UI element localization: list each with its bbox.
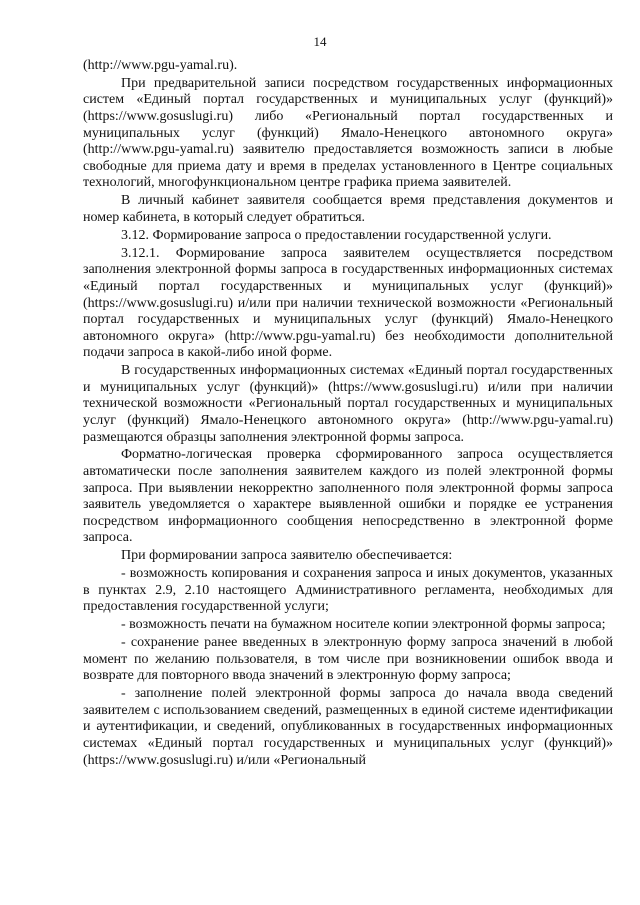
paragraph-url-continuation: (http://www.pgu-yamal.ru).: [83, 58, 238, 73]
list-item-copy-save: - возможность копирования и сохранения запроса и иных документов, указанных в пунктах 2.9, 2.10 настоящего Административного регламента, необходимых для предоставления государственной услуги;: [83, 566, 613, 615]
list-item-autofill: - заполнение полей электронной формы запроса до начала ввода сведений заявителем с использованием сведений, размещенных в единой системе идентификации и аутентификации, и сведений, опубликованных в государственных информационных системах «Единый портал государственных и муниципальных услуг (функций)» (https://www.gosuslugi.ru) и/или «Региональный: [83, 686, 613, 768]
paragraph-personal-account-notice: В личный кабинет заявителя сообщается время представления документов и номер кабинета, в который следует обратиться.: [83, 193, 613, 225]
paragraph-form-samples: В государственных информационных системах «Единый портал государственных и муниципальных услуг (функций)» (https://www.gosuslugi.ru) и/или при наличии технической возможности «Региональный портал государственных и муниципальных услуг (функций) Ямало-Ненецкого автономного округа» (http://www.pgu-yamal.ru) размещаются образцы заполнения электронной формы запроса.: [83, 363, 613, 445]
section-heading-3-12: 3.12. Формирование запроса о предоставлении государственной услуги.: [121, 227, 552, 243]
paragraph-3-12-1: 3.12.1. Формирование запроса заявителем осуществляется посредством заполнения электронной формы запроса в государственных информационных системах «Единый портал государственных и муниципальных услуг (функций)» (https://www.gosuslugi.ru) и/или при наличии технической возможности «Региональный портал государственных и муниципальных услуг (функций) Ямало-Ненецкого автономного округа» (http://www.pgu-yamal.ru) без необходимости дополнительной подачи запроса в какой-либо иной форме.: [83, 245, 613, 361]
paragraph-provisions-intro: При формировании запроса заявителю обеспечивается:: [121, 548, 453, 564]
paragraph-preliminary-appointment: При предварительной записи посредством государственных информационных систем «Единый портал государственных и муниципальных услуг (функций)» (https://www.gosuslugi.ru) либо «Региональный портал государственных и муниципальных услуг (функций) Ямало-Ненецкого автономного округа» (http://www.pgu-yamal.ru) заявителю предоставляется возможность записи в любые свободные для приема дату и время в пределах установленного в Центре социальных технологий, многофункциональном центре графика приема заявителей.: [83, 75, 613, 191]
list-item-save-values: - сохранение ранее введенных в электронную форму запроса значений в любой момент по желанию пользователя, в том числе при возникновении ошибок ввода и возврате для повторного ввода значений в электронную форму запроса;: [83, 635, 613, 684]
page-number: 14: [313, 34, 327, 49]
list-item-print: - возможность печати на бумажном носителе копии электронной формы запроса;: [121, 617, 606, 633]
paragraph-format-logical-check: Форматно-логическая проверка сформированного запроса осуществляется автоматически после заполнения заявителем каждого из полей электронной формы запроса. При выявлении некорректно заполненного поля электронной формы запроса заявитель уведомляется о характере выявленной ошибки и порядке ее устранения посредством информационного сообщения непосредственно в электронной форме запроса.: [83, 447, 613, 546]
document-body: [83, 58, 613, 771]
